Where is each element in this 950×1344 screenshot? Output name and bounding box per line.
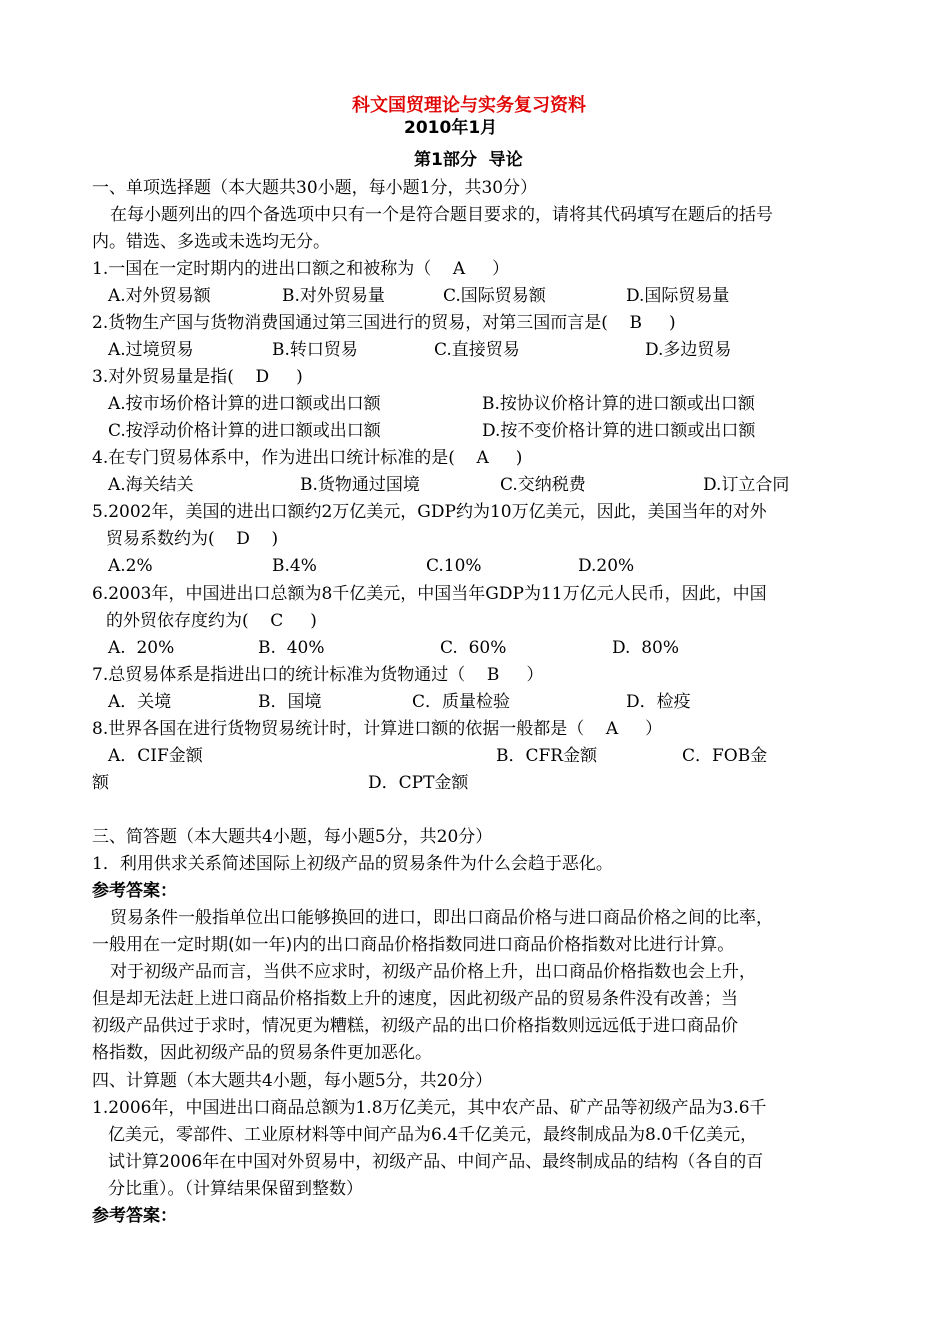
q5-option-d: D.20% [578,556,635,576]
section3-answer-line6: 格指数，因此初级产品的贸易条件更加恶化。 [92,1043,432,1063]
section4-q1-line3: 试计算2006年在中国对外贸易中，初级产品、中间产品、最终制成品的结构（各自的百 [108,1152,764,1172]
section4-q1-line2: 亿美元，零部件、工业原材料等中间产品为6.4千亿美元，最终制成品为8.0千亿美元， [108,1125,758,1145]
q3-option-b: B.按协议价格计算的进口额或出口额 [482,394,755,414]
q2-option-d: D.多边贸易 [645,340,732,360]
q1-option-c: C.国际贸易额 [443,286,546,306]
section3-answer-line5: 初级产品供过于求时，情况更为糟糕，初级产品的出口价格指数则远远低于进口商品价 [92,1016,738,1036]
section3-answer-line1: 贸易条件一般指单位出口能够换回的进口，即出口商品价格与进口商品价格之间的比率， [110,908,773,928]
section3-heading: 三、简答题（本大题共4小题，每小题5分，共20分） [92,827,493,847]
instruction-line1: 在每小题列出的四个备选项中只有一个是符合题目要求的，请将其代码填写在题后的括号 [110,205,773,225]
q8-option-c: C．FOB金 [682,746,768,766]
q8-option-c-wrap: 额 [92,773,109,793]
q1-stem: 1.一国在一定时期内的进出口额之和被称为（ A ） [92,259,510,279]
q4-option-c: C.交纳税费 [500,475,586,495]
document-title: 科文国贸理论与实务复习资料 [352,95,586,116]
q7-option-c: C．质量检验 [412,692,511,712]
q8-option-d: D．CPT金额 [368,773,469,793]
q7-option-b: B．国境 [258,692,322,712]
q2-option-c: C.直接贸易 [434,340,520,360]
q6-stem-line2: 的外贸依存度约为( C ) [106,611,317,631]
q6-stem-line1: 6.2003年，中国进出口总额为8千亿美元，中国当年GDP为11万亿元人民币，因此，中国 [92,584,767,604]
section1-heading: 一、单项选择题（本大题共30小题，每小题1分，共30分） [92,178,538,198]
q3-stem: 3.对外贸易量是指( D ) [92,367,303,387]
q6-option-b: B. 40% [258,638,325,658]
q2-option-b: B.转口贸易 [272,340,358,360]
section4-heading: 四、计算题（本大题共4小题，每小题5分，共20分） [92,1071,493,1091]
instruction-line2: 内。错选、多选或未选均无分。 [92,232,330,252]
q7-stem: 7.总贸易体系是指进出口的统计标准为货物通过（ B ） [92,665,544,685]
q1-option-d: D.国际贸易量 [626,286,730,306]
section3-reference-label: 参考答案： [92,881,177,901]
q2-option-a: A.过境贸易 [108,340,194,360]
q5-option-b: B.4% [272,556,317,576]
q5-stem-line1: 5.2002年，美国的进出口额约2万亿美元，GDP约为10万亿美元，因此，美国当年的对外 [92,502,767,522]
section4-q1-line4: 分比重）。（计算结果保留到整数） [108,1179,363,1199]
q1-option-a: A.对外贸易额 [108,286,211,306]
section3-answer-line4: 但是却无法赶上进口商品价格指数上升的速度，因此初级产品的贸易条件没有改善；当 [92,989,738,1009]
q3-option-d: D.按不变价格计算的进口额或出口额 [482,421,756,441]
section4-q1-line1: 1.2006年，中国进出口商品总额为1.8万亿美元，其中农产品、矿产品等初级产品为3.6千 [92,1098,767,1118]
q6-option-d: D. 80% [612,638,680,658]
section4-reference-label: 参考答案： [92,1206,177,1226]
q5-option-c: C.10% [426,556,482,576]
q3-option-c: C.按浮动价格计算的进口额或出口额 [108,421,381,441]
q6-option-c: C. 60% [440,638,507,658]
q1-option-b: B.对外贸易量 [282,286,385,306]
document-date: 2010年1月 [404,118,498,138]
q5-option-a: A.2% [108,556,153,576]
q7-option-d: D．检疫 [626,692,691,712]
part-title: 第1部分 导论 [414,150,523,170]
q8-option-a: A．CIF金额 [108,746,203,766]
q8-stem: 8.世界各国在进行货物贸易统计时，计算进口额的依据一般都是（ A ） [92,719,663,739]
q4-option-b: B.货物通过国境 [300,475,420,495]
q4-option-d: D.订立合同 [703,475,790,495]
q2-stem: 2.货物生产国与货物消费国通过第三国进行的贸易，对第三国而言是( B ) [92,313,676,333]
section3-answer-line3: 对于初级产品而言，当供不应求时，初级产品价格上升，出口商品价格指数也会上升， [110,962,756,982]
q8-option-b: B．CFR金额 [496,746,598,766]
q7-option-a: A．关境 [108,692,172,712]
q3-option-a: A.按市场价格计算的进口额或出口额 [108,394,381,414]
section3-answer-line2: 一般用在一定时期(如一年)内的出口商品价格指数同进口商品价格指数对比进行计算。 [92,935,735,955]
q4-stem: 4.在专门贸易体系中，作为进出口统计标准的是( A ) [92,448,523,468]
q6-option-a: A. 20% [108,638,175,658]
q4-option-a: A.海关结关 [108,475,194,495]
q5-stem-line2: 贸易系数约为( D ) [106,529,279,549]
section3-q1: 1．利用供求关系简述国际上初级产品的贸易条件为什么会趋于恶化。 [92,854,613,874]
